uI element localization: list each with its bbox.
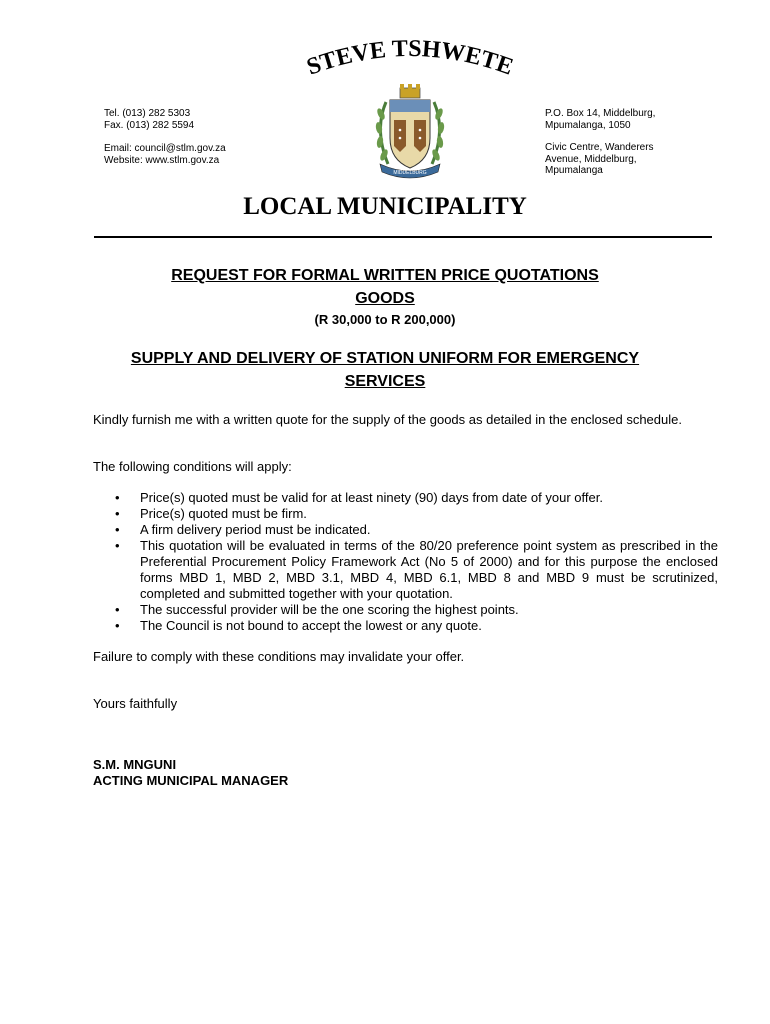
signatory-title: ACTING MUNICIPAL MANAGER xyxy=(93,773,289,788)
crest-label: MIDDELBURG xyxy=(393,170,427,176)
civic-line3: Mpumalanga xyxy=(545,165,603,176)
list-item: • The successful provider will be the one scoring the highest points. xyxy=(115,602,519,617)
civic-line1: Civic Centre, Wanderers xyxy=(545,142,654,153)
heading-line2: GOODS xyxy=(355,290,415,307)
po-box-line1: P.O. Box 14, Middelburg, xyxy=(545,108,656,119)
fax: Fax. (013) 282 5594 xyxy=(104,120,195,131)
conditions-intro: The following conditions will apply: xyxy=(93,459,292,474)
contact-right xyxy=(545,108,695,177)
list-item: • Price(s) quoted must be firm. xyxy=(115,506,307,521)
po-box-line2: Mpumalanga, 1050 xyxy=(545,119,631,131)
list-item: • Price(s) quoted must be valid for at least ninety (90) days from date of your offer. xyxy=(115,490,603,505)
price-range: (R 30,000 to R 200,000) xyxy=(314,312,456,327)
contact-left xyxy=(104,108,304,167)
warning-paragraph: Failure to comply with these conditions may invalidate your offer. xyxy=(93,649,465,664)
civic-line2: Avenue, Middelburg, xyxy=(545,153,637,165)
org-name-arc xyxy=(290,36,530,86)
subject-line1: SUPPLY AND DELIVERY OF STATION UNIFORM FOR EMERGENCY xyxy=(130,350,640,367)
website: Website: www.stlm.gov.za xyxy=(104,155,220,166)
svg-text:STEVE TSHWETE xyxy=(303,36,516,81)
org-name: STEVE TSHWETE xyxy=(303,36,517,81)
intro-paragraph: Kindly furnish me with a written quote for the supply of the goods as detailed in the enclosed schedule. xyxy=(93,412,682,427)
header-divider xyxy=(94,236,712,238)
list-item: • A firm delivery period must be indicated. xyxy=(115,522,371,537)
conditions-list xyxy=(93,490,718,634)
municipal-crest-icon xyxy=(372,80,448,180)
subject-line2: SERVICES xyxy=(344,373,426,390)
org-type: LOCAL MUNICIPALITY xyxy=(243,193,527,220)
heading-line1: REQUEST FOR FORMAL WRITTEN PRICE QUOTATIONS xyxy=(171,267,599,284)
list-item: • This quotation will be evaluated in terms of the 80/20 preference point system as prescribed in the Preferential Procurement Policy Framework Act (No 5 of 2000) and for this purpose the enclosed forms MBD 1, MBD 2, MBD 3.1, MBD 4, MBD 6.1, MBD 8 and MBD 9 must be scrutinized, completed and submitted together with your quotation. xyxy=(115,538,718,601)
closing-text: Yours faithfully xyxy=(93,696,178,711)
signatory-name: S.M. MNGUNI xyxy=(93,757,177,772)
tel: Tel. (013) 282 5303 xyxy=(104,108,191,119)
email: Email: council@stlm.gov.za xyxy=(104,143,226,154)
list-item: • The Council is not bound to accept the lowest or any quote. xyxy=(115,618,482,633)
signature-block xyxy=(93,757,288,789)
